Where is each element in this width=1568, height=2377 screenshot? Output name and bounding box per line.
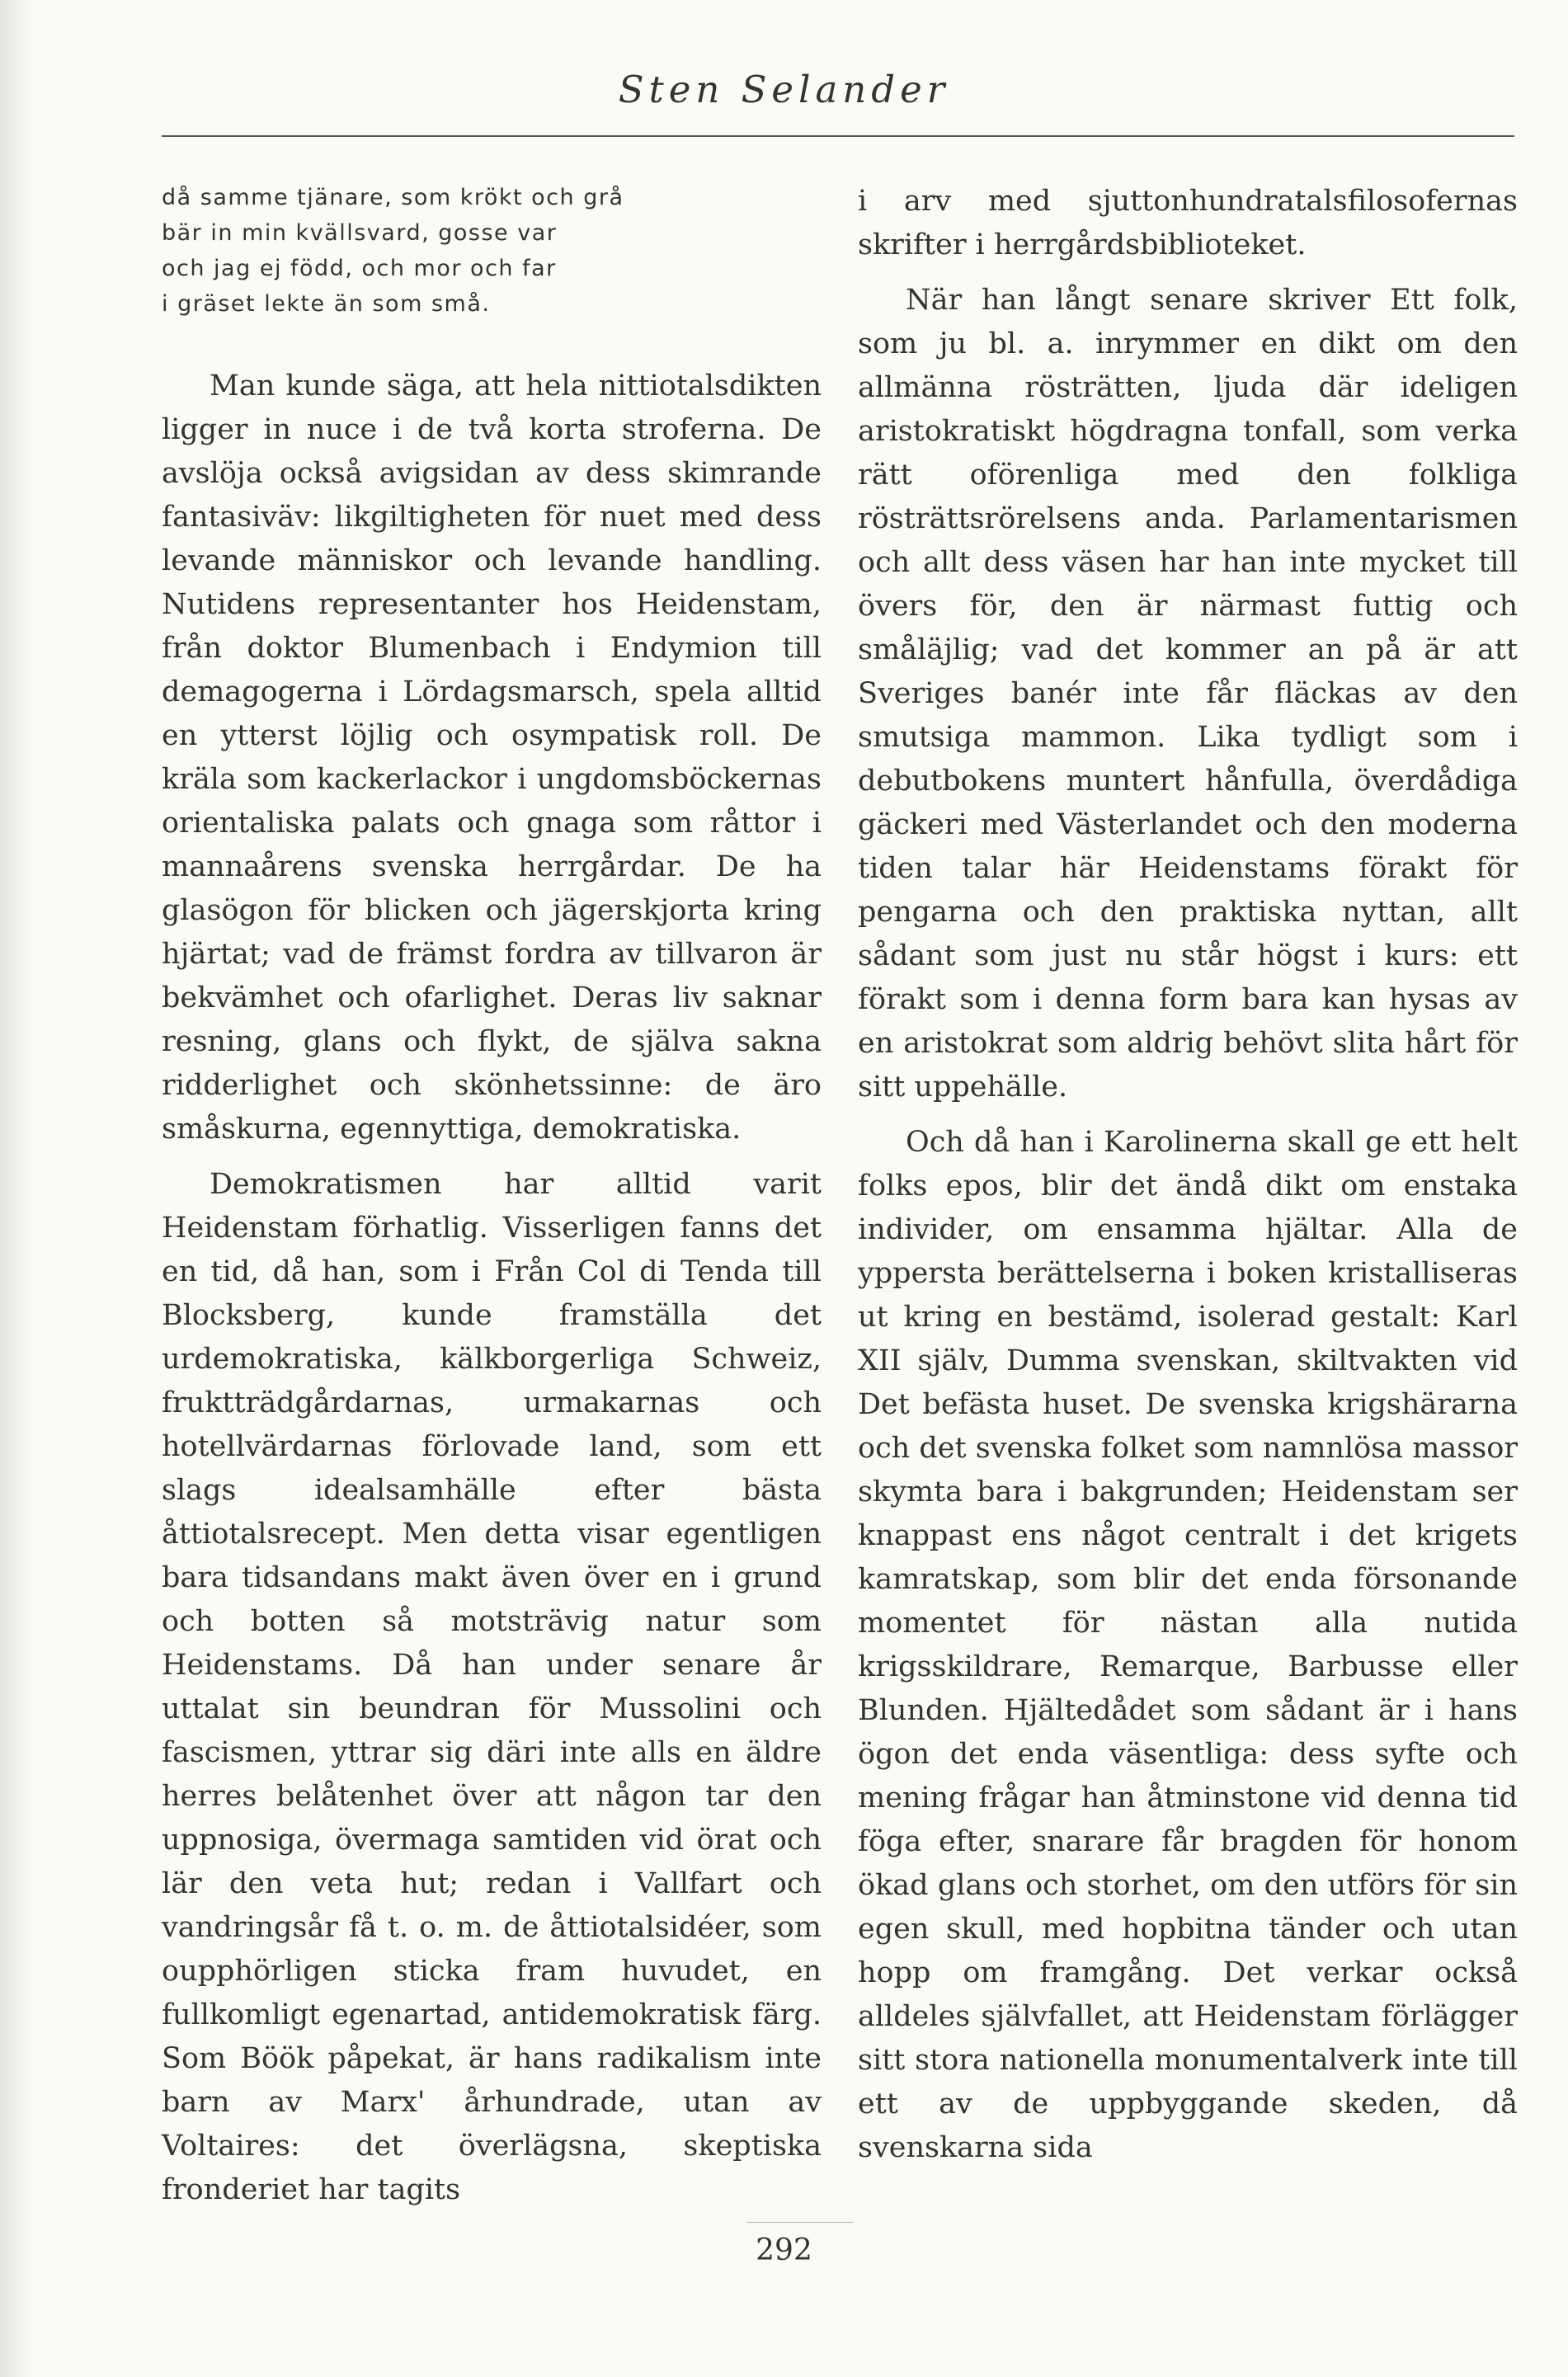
footer-rule (746, 2222, 854, 2223)
poem-line: då samme tjänare, som krökt och grå (162, 185, 624, 210)
page-number: 292 (756, 2233, 812, 2267)
page-binding-edge (0, 0, 35, 2377)
poem-line: i gräset lekte än som små. (162, 291, 491, 317)
right-column (858, 180, 1518, 2170)
left-column (162, 180, 822, 2212)
running-header-author: Sten Selander (618, 68, 950, 111)
poem-line: bär in min kvällsvard, gosse var (162, 220, 558, 246)
header-rule (162, 135, 1514, 137)
body-paragraph: Man kunde säga, att hela nittiotalsdikten ligger in nuce i de två korta stroferna. De avslöja också avigsidan av dess skimrande fantasiväv: likgiltigheten för nuet med dess levande människor och levande handling. Nutidens representanter hos Heidenstam, från doktor Blumenbach i Endymion till demagogerna i Lördagsmarsch, spela alltid en ytterst löjlig och osympatisk roll. De kräla som kackerlackor i ungdomsböckernas orientaliska palats och gnaga som råttor i mannaårens svenska herrgårdar. De ha glasögon för blicken och jägerskjorta kring hjärtat; vad de främst fordra av tillvaron är bekvämhet och ofarlighet. Deras liv saknar resning, glans och flykt, de själva sakna ridderlighet och skönhetssinne: de äro småskurna, egennyttiga, demokratiska. (162, 369, 822, 1146)
body-paragraph: När han långt senare skriver Ett folk, som ju bl. a. inrymmer en dikt om den allmänna rösträtten, ljuda där ideligen aristokratiskt högdragna tonfall, som verka rätt oförenliga med den folkliga rösträttsrörelsens anda. Parlamentarismen och allt dess väsen har han inte mycket till övers för, den är närmast futtig och småläjlig; vad det kommer an på är att Sveriges banér inte får fläckas av den smutsiga mammon. Lika tydligt som i debutbokens muntert hånfulla, överdådiga gäckeri med Västerlandet och den moderna tiden talar här Heidenstams förakt för pengarna och den praktiska nyttan, allt sådant som just nu står högst i kurs: ett förakt som i denna form bara kan hysas av en aristokrat som aldrig behövt slita hårt för sitt uppehälle. (858, 284, 1518, 1104)
poem-quotation (162, 180, 822, 322)
body-paragraph: Och då han i Karolinerna skall ge ett helt folks epos, blir det ändå dikt om enstaka individer, om ensamma hjältar. Alla de yppersta berättelserna i boken kristalliseras ut kring en bestämd, isolerad gestalt: Karl XII själv, Dumma svenskan, skiltvakten vid Det befästa huset. De svenska krigshärarna och det svenska folket som namnlösa massor skymta bara i bakgrunden; Heidenstam ser knappast ens något centralt i det krigets kamratskap, som blir det enda försonande momentet för nästan alla nutida krigsskildrare, Remarque, Barbusse eller Blunden. Hjältedådet som sådant är i hans ögon det enda väsentliga: dess syfte och mening frågar han åtminstone vid denna tid föga efter, snarare får bragden för honom ökad glans och storhet, om den utförs för sin egen skull, med hopbitna tänder och utan hopp om framgång. Det verkar också alldeles självfallet, att Heidenstam förlägger sitt stora nationella monumentalverk inte till ett av de uppbyggande skeden, då svenskarna sida (858, 1126, 1518, 2164)
poem-line: och jag ej född, och mor och far (162, 256, 557, 281)
body-paragraph: Demokratismen har alltid varit Heidenstam förhatlig. Visserligen fanns det en tid, då han, som i Från Col di Tenda till Blocksberg, kunde framställa det urdemokratiska, kälkborgerliga Schweiz, fruktträdgårdarnas, urmakarnas och hotellvärdarnas förlovade land, som ett slags idealsamhälle efter bästa åttiotalsrecept. Men detta visar egentligen bara tidsandans makt även över en i grund och botten så motsträvig natur som Heidenstams. Då han under senare år uttalat sin beundran för Mussolini och fascismen, yttrar sig däri inte alls en äldre herres belåtenhet över att någon tar den uppnosiga, övermaga samtiden vid örat och lär den veta hut; redan i Vallfart och vandringsår få t. o. m. de åttiotalsidéer, som oupphörligen sticka fram huvudet, en fullkomligt egenartad, antidemokratisk färg. Som Böök påpekat, är hans radikalism inte barn av Marx' århundrade, utan av Voltaires: det överlägsna, skeptiska fronderiet har tagits (162, 1168, 822, 2206)
body-paragraph-continued: i arv med sjuttonhundratalsfilosofernas skrifter i herrgårdsbiblioteket. (858, 185, 1518, 261)
